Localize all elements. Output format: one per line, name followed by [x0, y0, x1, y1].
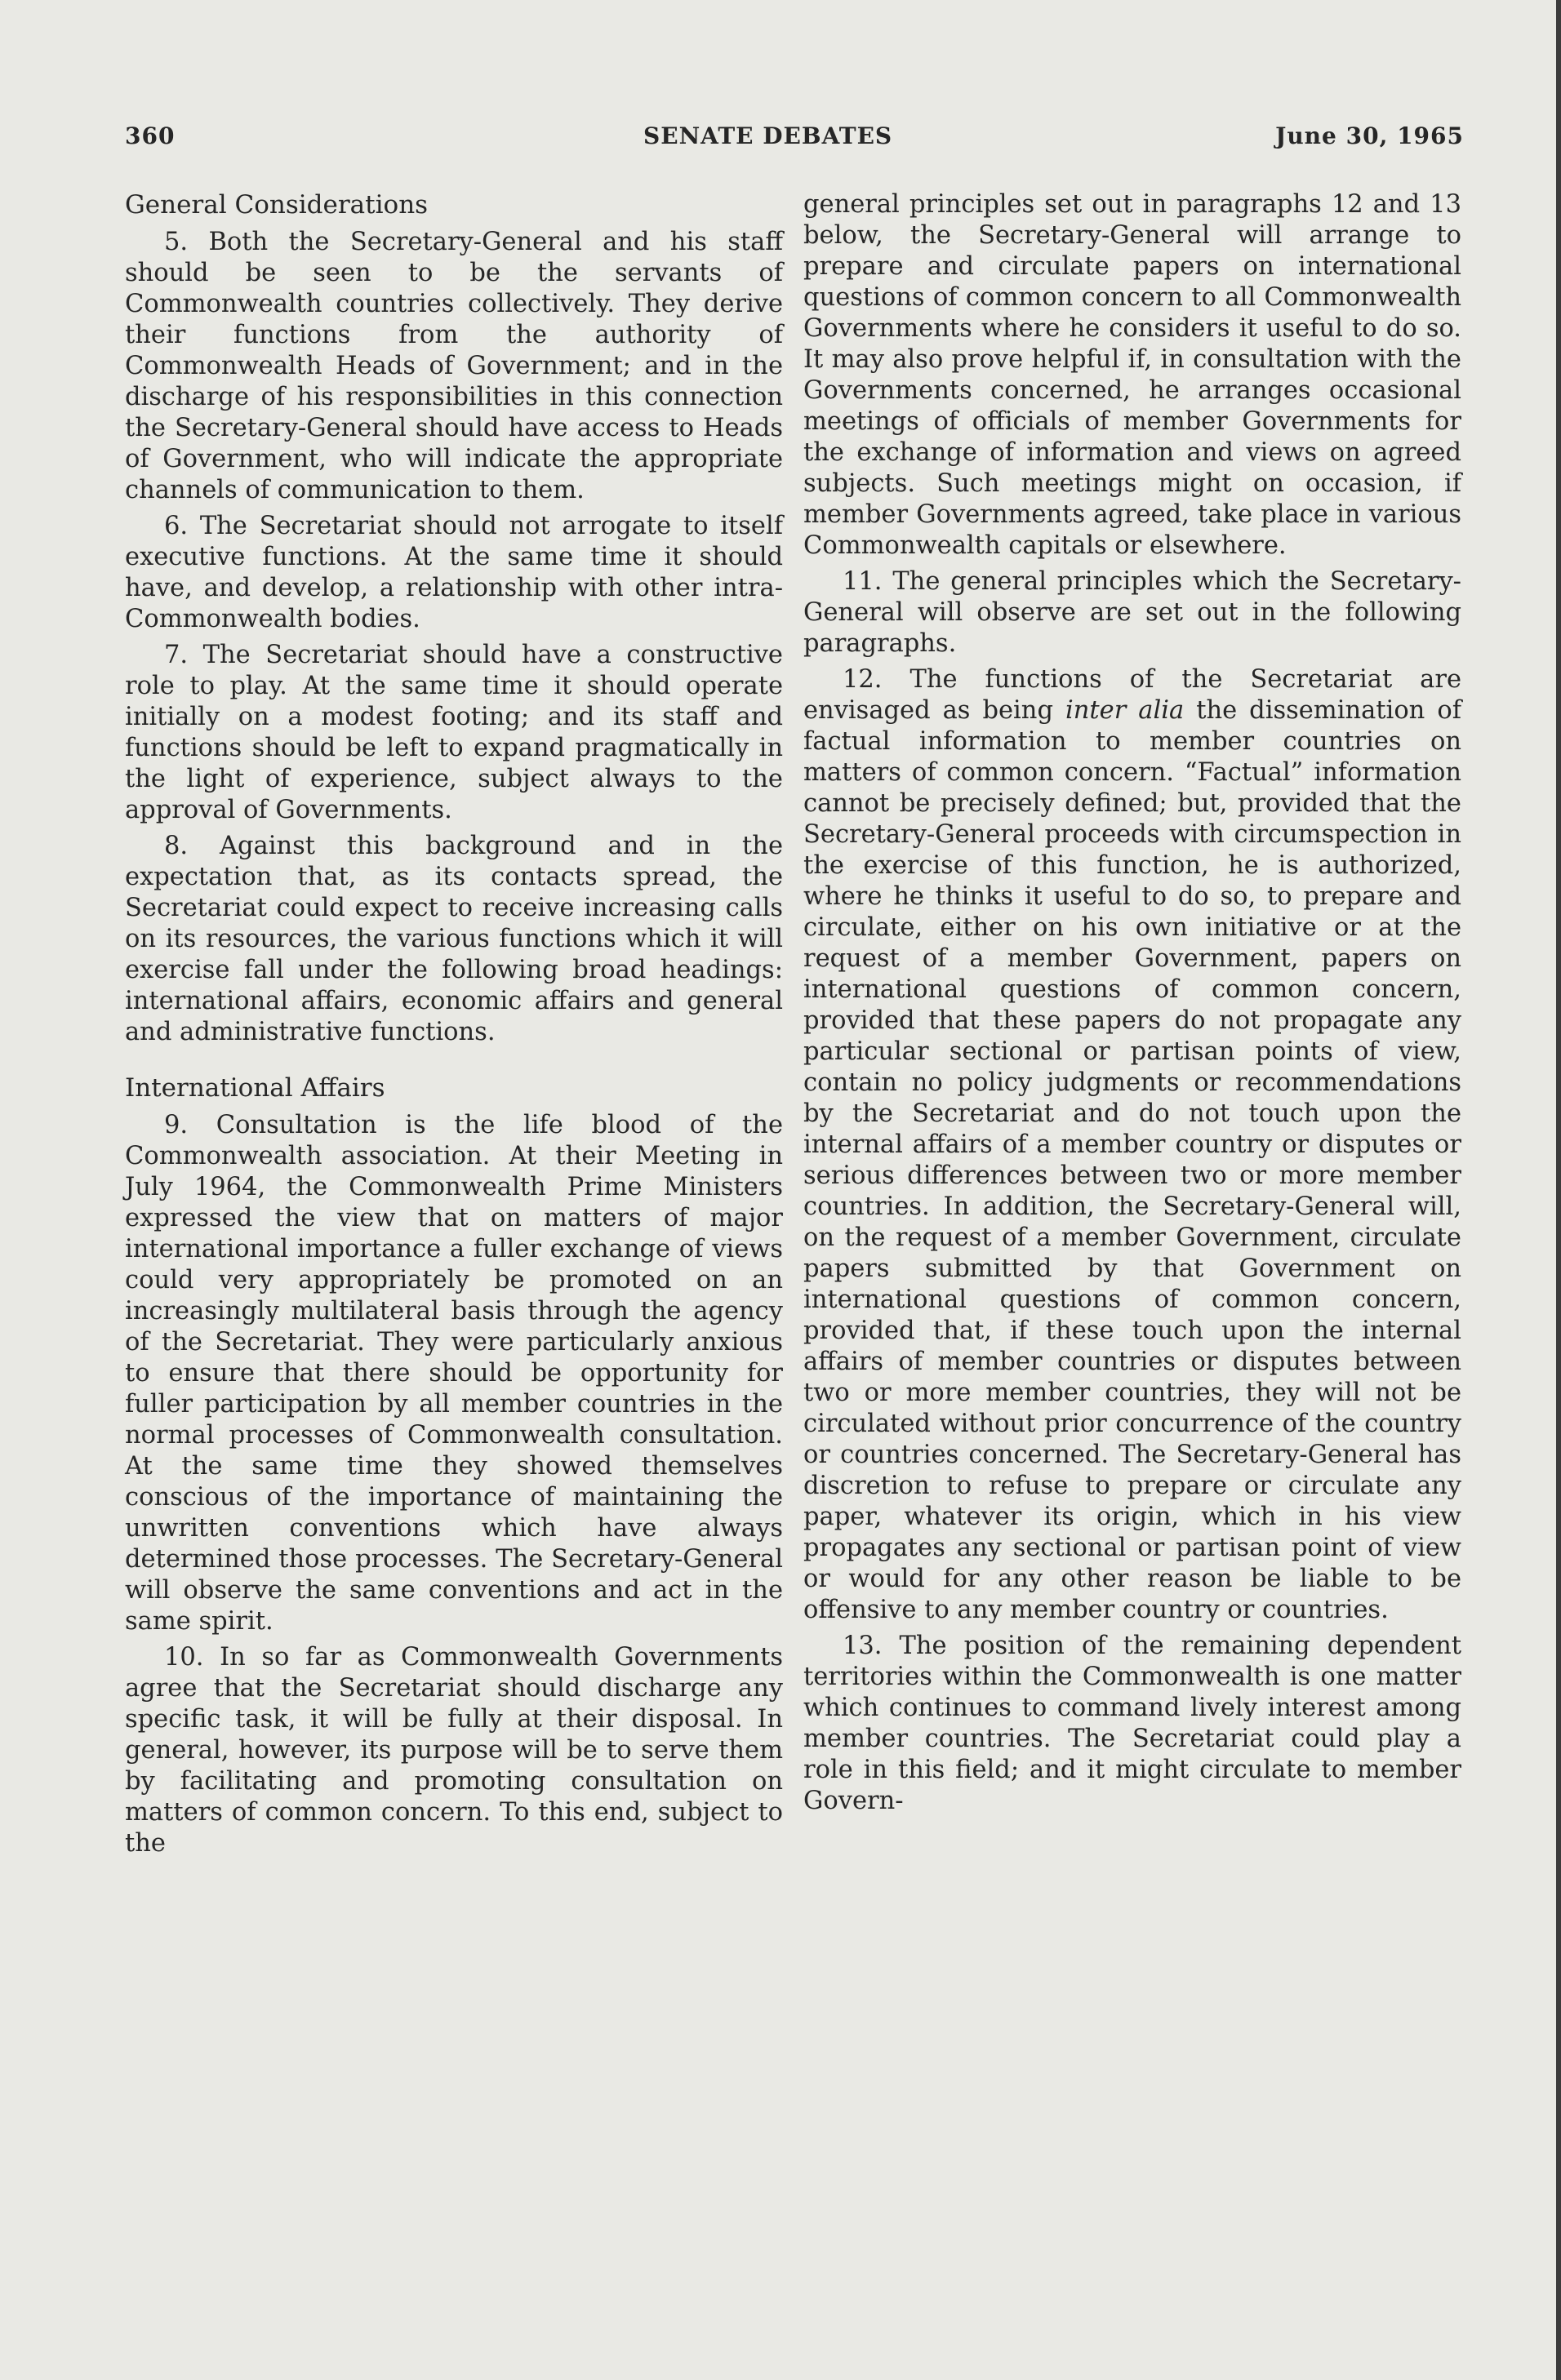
paragraph-10: 10. In so far as Commonwealth Governments agree that the Secretariat should discharge any specific task, it will be fully at their disposal. In general, however, its purpose will be to serve them by facilitating and promoting consultation on matters of common concern. To this end, subject to the: [125, 1643, 783, 1858]
paragraph-12-part-a: 12. The functions of the Secretariat are envisaged as being: [803, 665, 1461, 725]
left-column: [125, 189, 783, 1864]
paragraph-10-continued: general principles set out in paragraphs 12 and 13 below, the Secretary-General will arrange to prepare and circulate papers on international questions of common concern to all Commonwealth Governments where he considers it useful to do so. It may also prove helpful if, in consultation with the Governments concerned, he arranges occasional meetings of officials of member Governments for the exchange of information and views on agreed subjects. Such meetings might on occasion, if member Governments agreed, take place in various Commonwealth capitals or elsewhere.: [803, 190, 1461, 560]
right-column: [803, 189, 1461, 1822]
section-heading-general-considerations: General Considerations: [125, 190, 429, 220]
page-number: 360: [125, 122, 176, 149]
paragraph-11: 11. The general principles which the Secretary-General will observe are set out in the following paragraphs.: [803, 567, 1461, 658]
page-header: [125, 122, 1464, 155]
paragraph-7: 7. The Secretariat should have a constructive role to play. At the same time it should operate initially on a modest footing; and its staff and functions should be left to expand pragmatically in the light of experience, subject always to the approval of Governments.: [125, 641, 783, 824]
paragraph-12-latin-phrase: inter alia: [1065, 696, 1185, 725]
paragraph-9: 9. Consultation is the life blood of the Commonwealth association. At their Meeting in July 1964, the Commonwealth Prime Ministers expressed the view that on matters of major international importance a fuller exchange of views could very appropriately be promoted on an increasingly multilateral basis through the agency of the Secretariat. They were particularly anxious to ensure that there should be opportunity for fuller participation by all member countries in the normal processes of Commonwealth consultation. At the same time they showed themselves conscious of the importance of maintaining the unwritten conventions which have always determined those processes. The Secretary-General will observe the same conventions and act in the same spirit.: [125, 1111, 783, 1636]
paragraph-5: 5. Both the Secretary-General and his staff should be seen to be the servants of Commonwealth countries collectively. They derive their functions from the authority of Commonwealth Heads of Government; and in the discharge of his responsibilities in this connection the Secretary-General should have access to Heads of Government, who will indicate the appropriate channels of communication to them.: [125, 228, 783, 504]
paragraph-13: 13. The position of the remaining dependent territories within the Commonwealth is one matter which continues to command lively interest among member countries. The Secretariat could play a role in this field; and it might circulate to member Govern-: [803, 1632, 1461, 1815]
running-title: SENATE DEBATES: [643, 122, 893, 149]
section-heading-international-affairs: International Affairs: [125, 1073, 385, 1103]
header-date: June 30, 1965: [1275, 122, 1464, 149]
paragraph-12-part-b: the dissemination of factual information to member countries on matters of common concern. “Factual” information cannot be precisely defined; but, provided that the Secretary-General proceeds with circumspection in the exercise of this function, he is authorized, where he thinks it useful to do so, to prepare and circulate, either on his own initiative or at the request of a member Government, papers on international questions of common concern, provided that these papers do not propagate any particular sectional or partisan points of view, contain no policy judgments or recommendations by the Secretariat and do not touch upon the internal affairs of a member country or disputes or serious differences between two or more member countries. In addition, the Secretary-General will, on the request of a member Government, circulate papers submitted by that Government on international questions of common concern, provided that, if these touch upon the internal affairs of member countries or disputes between two or more member countries, they will not be circulated without prior concurrence of the country or countries concerned. The Secretary-General has discretion to refuse to prepare or circulate any paper, whatever its origin, which in his view propagates any sectional or partisan point of view or would for any other reason be liable to be offensive to any member country or countries.: [803, 696, 1461, 1624]
paragraph-12: [803, 664, 1461, 1626]
paragraph-6: 6. The Secretariat should not arrogate to itself executive functions. At the same time it should have, and develop, a relationship with other intra-Commonwealth bodies.: [125, 512, 783, 633]
paragraph-8: 8. Against this background and in the expectation that, as its contacts spread, the Secretariat could expect to receive increasing calls on its resources, the various functions which it will exercise fall under the following broad headings: international affairs, economic affairs and general and administrative functions.: [125, 832, 783, 1046]
